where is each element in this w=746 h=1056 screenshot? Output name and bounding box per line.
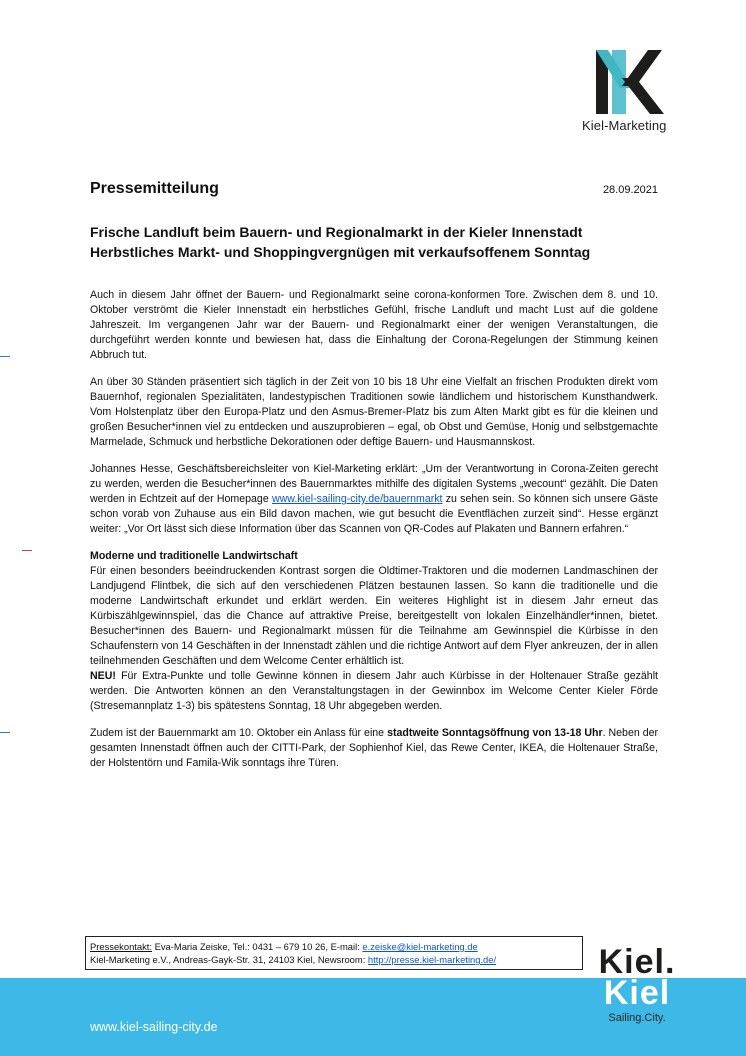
document-title: Pressemitteilung <box>90 180 219 197</box>
newsroom-link[interactable]: http://presse.kiel-marketing.de/ <box>367 954 497 965</box>
press-release-body <box>90 288 658 783</box>
quote-text-b: zu sehen sein. So können sich unsere Gäste schon vorab von Zuhause aus ein Bild davon machen, wie gut besucht die Eventflächen zurzeit sind“. Hesse ergänzt weiter: „Vor Ort lässt sich diese Information über das Scannen von QR-Codes auf Plakaten und Bannern erfahren.“ <box>90 493 659 535</box>
sunday-text-b: . Neben der gesamten Innenstadt öffnen auch der CITTI-Park, der Sophienhof Kiel, das Rewe Center, IKEA, die Holtenauer Straße, der Holstentörn und Famila-Wik sonntags ihre Türen. <box>90 727 659 769</box>
quote-text-a: Johannes Hesse, Geschäftsbereichsleiter von Kiel-Marketing erklärt: „Um der Verantwortung in Corona-Zeiten gerecht zu werden, werden die Besucher*innen des Bauernmarktes mithilfe des digitalen Systems „wecount“ gezählt. Die Daten werden in Echtzeit auf der Homepage <box>90 463 658 505</box>
kiel-marketing-logo <box>582 48 678 133</box>
kiel-logo-tagline: Sailing.City. <box>608 1012 666 1024</box>
new-label: NEU! <box>90 670 116 682</box>
contact-person: Eva-Maria Zeiske, Tel.: 0431 – 679 10 26, E-mail: <box>152 941 363 952</box>
margin-mark-3 <box>0 732 10 733</box>
agriculture-text-b: Für Extra-Punkte und tolle Gewinne können in diesem Jahr auch Kürbisse in der Holtenauer Straße gezählt werden. Die Antworten können an den Veranstaltungstagen in der Gewinnbox im Welcome Center Kieler Förde (Stresemannplatz 1-3) bis spätestens Sonntag, 18 Uhr abgegeben werden. <box>90 670 658 712</box>
margin-mark-2 <box>22 550 32 551</box>
headline-line-2: Herbstliches Markt- und Shoppingvergnügen mit verkaufsoffenem Sonntag <box>90 244 591 260</box>
headline <box>90 222 670 262</box>
kiel-marketing-k-icon <box>592 48 672 116</box>
contact-label: Pressekontakt: <box>90 941 153 952</box>
sunday-highlight: stadtweite Sonntagsöffnung von 13-18 Uhr <box>387 727 603 739</box>
contact-line-1 <box>90 940 578 953</box>
bauernmarkt-link[interactable]: www.kiel-sailing-city.de/bauernmarkt <box>271 493 443 505</box>
margin-mark-1 <box>0 356 10 357</box>
contact-address: Kiel-Marketing e.V., Andreas-Gayk-Str. 31, 24103 Kiel, Newsroom: <box>90 954 368 965</box>
sunday-text-a: Zudem ist der Bauernmarkt am 10. Oktober ein Anlass für eine <box>90 727 388 739</box>
kiel-sailing-city-logo <box>587 943 687 1024</box>
paragraph-stands: An über 30 Ständen präsentiert sich täglich in der Zeit von 10 bis 18 Uhr eine Vielfalt an frischen Produkten direkt vom Bauernhof, regionalen Spezialitäten, landestypischen Traditionen sowie ländlichem und historischem Kunsthandwerk. Vom Holstenplatz über den Europa-Platz und den Asmus-Bremer-Platz bis zum Alten Markt gibt es für die kleinen und großen Besucher*innen viel zu entdecken und auszuprobieren – egal, ob Obst und Gemüse, Honig und selbstgemachte Marmelade, Schmuck und herbstliche Dekorationen oder deftige Bauern- und Hausmannskost. <box>90 376 658 448</box>
headline-line-1: Frische Landluft beim Bauern- und Regionalmarkt in der Kieler Innenstadt <box>90 224 583 240</box>
kiel-logo-word: Kiel. <box>598 943 676 981</box>
contact-email-link[interactable]: e.zeiske@kiel-marketing.de <box>362 941 478 952</box>
agriculture-text: Für einen besonders beeindruckenden Kontrast sorgen die Oldtimer-Traktoren und die modernen Landmaschinen der Landjugend Flintbek, die sich auf den verschiedenen Plätzen bestaunen lassen. So kann die traditionelle und die moderne Landwirtschaft erkundet und erklärt werden. Ein weiteres Highlight ist in diesem Jahr erneut das Kürbiszählgewinnspiel, das die Chance auf attraktive Preise, bereitgestellt von lokalen Einzelhändler*innen, bietet. Besucher*innen des Bauern- und Regionalmarkt müssen für die Teilnahme am Gewinnspiel die Kürbisse in den Schaufenstern von 14 Geschäften in der Innenstadt zählen und die richtige Antwort auf dem Flyer ankreuzen, der in allen teilnehmenden Geschäften und dem Welcome Center erhältlich ist. <box>90 565 658 667</box>
paragraph-intro: Auch in diesem Jahr öffnet der Bauern- und Regionalmarkt seine corona-konformen Tore. Zwischen dem 8. und 10. Oktober verströmt die Kieler Innenstadt ein herbstliches Gefühl, frische Landluft und macht Lust auf die goldene Jahreszeit. Im vergangenen Jahr war der Bauern- und Regionalmarkt einer der wenigen Veranstaltungen, die durchgeführt werden konnte und bewiesen hat, dass die Einhaltung der Corona-Regelungen der Stimmung keinen Abbruch tut. <box>90 289 658 361</box>
document-date: 28.09.2021 <box>602 184 658 196</box>
paragraph-quote <box>90 462 658 537</box>
paragraph-sunday <box>90 726 658 771</box>
subheading: Moderne und traditionelle Landwirtschaft <box>90 550 298 562</box>
footer-website: www.kiel-sailing-city.de <box>90 1020 218 1034</box>
kiel-logo-mirror: Kiel <box>603 974 671 1012</box>
contact-line-2 <box>90 953 578 966</box>
paragraph-agriculture <box>90 564 658 714</box>
brand-name: Kiel-Marketing <box>582 118 667 133</box>
press-contact-box <box>85 936 583 970</box>
